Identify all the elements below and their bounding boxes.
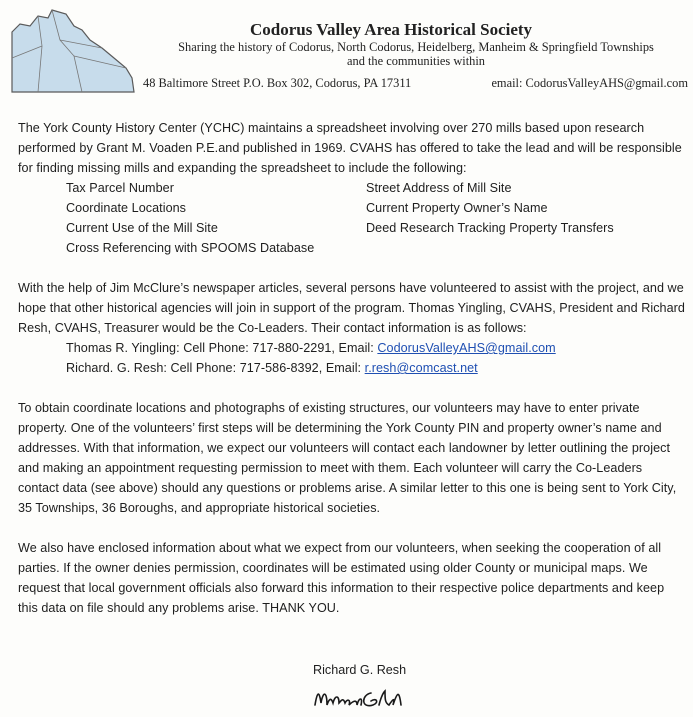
contact-line	[18, 358, 686, 378]
contact-info: Thomas R. Yingling: Cell Phone: 717-880-2291, Email:	[66, 341, 378, 355]
list-item: Street Address of Mill Site	[366, 181, 512, 195]
signer-name: Richard G. Resh	[313, 663, 407, 677]
address-line	[143, 76, 688, 91]
list-item: Deed Research Tracking Property Transfers	[366, 221, 614, 235]
email-link[interactable]: r.resh@comcast.net	[364, 361, 478, 375]
list-item: Current Use of the Mill Site	[66, 221, 218, 235]
letter-body	[18, 118, 686, 618]
header-email: email: CodorusValleyAHS@gmail.com	[491, 76, 688, 90]
org-tagline	[146, 40, 686, 68]
field-list	[18, 178, 686, 258]
tagline-line-2: and the communities within	[347, 54, 485, 68]
list-item: Tax Parcel Number	[66, 181, 174, 195]
tagline-line-1: Sharing the history of Codorus, North Codorus, Heidelberg, Manheim & Springfield Townships	[178, 40, 654, 54]
mailing-address: 48 Baltimore Street P.O. Box 302, Codorus, PA 17311	[143, 76, 412, 90]
list-item: Coordinate Locations	[66, 201, 187, 215]
township-map-logo	[8, 6, 136, 96]
org-name: Codorus Valley Area Historical Society	[250, 20, 533, 39]
list-item: Current Property Owner’s Name	[366, 201, 548, 215]
email-link[interactable]: CodorusValleyAHS@gmail.com	[377, 341, 556, 355]
volunteer-paragraph: With the help of Jim McClure’s newspaper articles, several persons have volunteered to assist with the project, and we hope that other historical agencies will join in support of the program. Thomas Yingling, CVAHS, President and Richard Resh, CVAHS, Treasurer would be the Co-Leaders. Their contact information is as follows:	[18, 281, 685, 335]
contact-line	[18, 338, 686, 358]
property-access-paragraph: To obtain coordinate locations and photographs of existing structures, our volunteers may have to enter private property. One of the volunteers’ first steps will be determining the York County PIN and property owner’s name and addresses. With that information, we expect our volunteers will contact each landowner by letter outlining the project and making an appointment requesting permission to meet with them. Each volunteer will carry the Co-Leaders contact data (see above) should any questions or problems arise. A similar letter to this one is being sent to York City, 35 Townships, 36 Boroughs, and appropriate historical societies.	[18, 401, 677, 515]
closing-paragraph: We also have enclosed information about what we expect from our volunteers, when seeking the cooperation of all parties. If the owner denies permission, coordinates will be estimated using older County or municipal maps. We request that local government officials also forward this information to their respective police departments and keep this data on file should any problems arise. THANK YOU.	[18, 541, 665, 615]
contact-info: Richard. G. Resh: Cell Phone: 717-586-8392, Email:	[66, 361, 365, 375]
intro-paragraph: The York County History Center (YCHC) maintains a spreadsheet involving over 270 mills based upon research performed by Grant M. Voaden P.E.and published in 1969. CVAHS has offered to take the lead and will be responsible for finding missing mills and expanding the spreadsheet to include the following:	[18, 121, 682, 175]
list-item: Cross Referencing with SPOOMS Database	[66, 241, 315, 255]
handwritten-signature	[313, 683, 463, 713]
letterhead	[0, 0, 693, 100]
